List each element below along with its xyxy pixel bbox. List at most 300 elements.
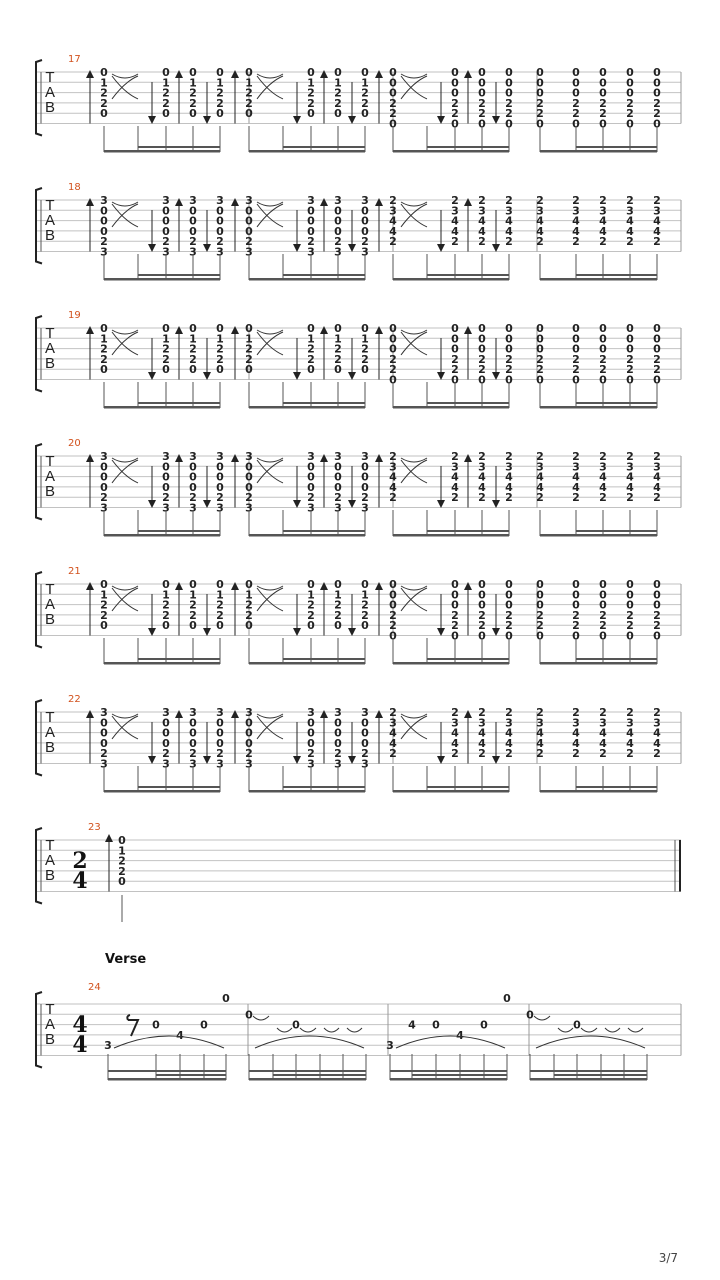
fret-number: 0 <box>245 322 253 335</box>
fret-number: 0 <box>599 322 607 335</box>
fret-number: 2 <box>100 491 108 505</box>
fret-number: 0 <box>626 342 634 356</box>
fret-number: 2 <box>389 491 397 505</box>
fret-number: 4 <box>176 1028 184 1042</box>
fret-number: 3 <box>451 204 459 218</box>
fret-number: 0 <box>451 117 459 131</box>
fret-number: 2 <box>478 450 486 463</box>
fret-number: 0 <box>216 480 224 494</box>
fret-number: 3 <box>162 757 170 771</box>
fret-number: 0 <box>505 342 513 356</box>
strum-up-arrow-icon <box>175 70 183 78</box>
fret-number: 4 <box>389 726 397 740</box>
fret-number: 4 <box>599 470 607 484</box>
fret-number: 0 <box>245 619 253 633</box>
fret-number: 0 <box>451 76 459 90</box>
fret-number: 2 <box>361 86 369 100</box>
fret-number: 4 <box>653 224 661 238</box>
fret-number: 0 <box>505 322 513 335</box>
tab-clef-letter: B <box>44 1031 56 1048</box>
slur-arc <box>255 1036 364 1048</box>
fret-number: 2 <box>162 491 170 505</box>
tab-clef-letter: A <box>44 724 56 741</box>
fret-number: 0 <box>361 363 369 377</box>
strum-up-arrow-icon <box>175 198 183 206</box>
tie-slur-mark <box>401 76 427 99</box>
fret-number: 2 <box>451 352 459 366</box>
tie-arc <box>581 1028 597 1032</box>
strum-down-arrow-icon <box>348 116 356 124</box>
fret-number: 4 <box>389 224 397 238</box>
fret-number: 0 <box>626 66 634 79</box>
beam <box>104 662 220 665</box>
fret-number: 0 <box>505 373 513 387</box>
fret-number: 4 <box>478 470 486 484</box>
fret-number: 0 <box>361 107 369 121</box>
fret-number: 1 <box>100 588 108 602</box>
fret-number: 2 <box>189 491 197 505</box>
fret-number: 2 <box>536 619 544 633</box>
tie-slur-mark <box>112 588 138 611</box>
fret-number: 0 <box>334 363 342 377</box>
fret-number: 0 <box>245 1008 253 1022</box>
beam-secondary <box>427 146 509 148</box>
fret-number: 2 <box>189 86 197 100</box>
fret-number: 2 <box>162 235 170 249</box>
fret-number: 0 <box>216 726 224 740</box>
fret-number: 4 <box>451 736 459 750</box>
fret-number: 3 <box>653 460 661 474</box>
beam-secondary <box>283 658 365 660</box>
fret-number: 3 <box>361 757 369 771</box>
fret-number: 0 <box>536 373 544 387</box>
beam-secondary <box>427 402 509 404</box>
fret-number: 0 <box>162 460 170 474</box>
fret-number: 2 <box>572 450 580 463</box>
tab-clef-letter: B <box>44 483 56 500</box>
fret-number: 4 <box>572 224 580 238</box>
fret-number: 2 <box>162 342 170 356</box>
fret-number: 0 <box>361 66 369 79</box>
fret-number: 0 <box>653 588 661 602</box>
strum-up-arrow-icon <box>375 70 383 78</box>
fret-number: 4 <box>653 470 661 484</box>
fret-number: 0 <box>536 76 544 90</box>
fret-number: 2 <box>216 352 224 366</box>
fret-number: 3 <box>100 194 108 207</box>
fret-number: 3 <box>626 204 634 218</box>
strum-down-arrow-icon <box>293 756 301 764</box>
beam <box>393 662 509 665</box>
strum-down-arrow-icon <box>293 372 301 380</box>
strum-up-arrow-icon <box>375 710 383 718</box>
fret-number: 2 <box>361 491 369 505</box>
tab-clef-letter: B <box>44 867 56 884</box>
fret-number: 0 <box>162 322 170 335</box>
tab-clef-letter: B <box>44 611 56 628</box>
fret-number: 2 <box>626 235 634 249</box>
fret-number: 0 <box>334 480 342 494</box>
tab-clef-letter: B <box>44 99 56 116</box>
fret-number: 0 <box>100 470 108 484</box>
fret-number: 0 <box>451 588 459 602</box>
fret-number: 3 <box>451 460 459 474</box>
fret-number: 4 <box>599 214 607 228</box>
fret-number: 2 <box>216 235 224 249</box>
beam <box>249 278 365 281</box>
fret-number: 3 <box>334 501 342 515</box>
fret-number: 2 <box>361 352 369 366</box>
tab-clef-letter: A <box>44 468 56 485</box>
fret-number: 0 <box>361 736 369 750</box>
section-label: Verse <box>105 952 147 967</box>
beam <box>104 150 220 153</box>
fret-number: 2 <box>245 342 253 356</box>
fret-number: 4 <box>451 480 459 494</box>
fret-number: 4 <box>505 480 513 494</box>
beam-secondary <box>138 658 220 660</box>
beam-secondary <box>138 146 220 148</box>
fret-number: 0 <box>653 342 661 356</box>
fret-number: 3 <box>245 501 253 515</box>
tab-clef-letter: T <box>45 453 55 470</box>
strum-up-arrow-icon <box>320 454 328 462</box>
strum-down-arrow-icon <box>492 372 500 380</box>
fret-number: 1 <box>245 76 253 90</box>
fret-number: 2 <box>653 619 661 633</box>
fret-number: 0 <box>245 726 253 740</box>
beam <box>393 278 509 281</box>
beam-secondary <box>156 1074 226 1076</box>
fret-number: 3 <box>307 450 315 463</box>
fret-number: 2 <box>536 235 544 249</box>
fret-number: 0 <box>222 992 230 1005</box>
beam <box>540 278 657 281</box>
fret-number: 0 <box>389 598 397 612</box>
fret-number: 3 <box>162 245 170 259</box>
fret-number: 0 <box>478 322 486 335</box>
measure-number: 20 <box>68 438 81 449</box>
fret-number: 0 <box>389 86 397 100</box>
fret-number: 0 <box>100 363 108 377</box>
fret-number: 4 <box>626 470 634 484</box>
fret-number: 3 <box>162 194 170 207</box>
strum-up-arrow-icon <box>86 710 94 718</box>
strum-down-arrow-icon <box>148 500 156 508</box>
fret-number: 2 <box>162 747 170 761</box>
fret-number: 2 <box>334 608 342 622</box>
fret-number: 2 <box>162 86 170 100</box>
fret-number: 0 <box>307 470 315 484</box>
fret-number: 2 <box>245 86 253 100</box>
strum-up-arrow-icon <box>175 582 183 590</box>
tie-slur-mark <box>112 460 138 483</box>
beam-secondary <box>138 274 220 276</box>
fret-number: 4 <box>505 214 513 228</box>
fret-number: 0 <box>389 588 397 602</box>
strum-up-arrow-icon <box>375 326 383 334</box>
fret-number: 2 <box>307 235 315 249</box>
fret-number: 3 <box>104 1039 112 1053</box>
fret-number: 1 <box>100 76 108 90</box>
beam <box>393 790 509 793</box>
fret-number: 4 <box>572 470 580 484</box>
fret-number: 0 <box>118 834 126 847</box>
fret-number: 0 <box>478 332 486 346</box>
tie-slur-mark <box>401 716 427 739</box>
fret-number: 3 <box>334 245 342 259</box>
fret-number: 0 <box>162 578 170 591</box>
fret-number: 2 <box>216 342 224 356</box>
fret-number: 2 <box>245 352 253 366</box>
fret-number: 0 <box>505 332 513 346</box>
fret-number: 0 <box>626 629 634 643</box>
fret-number: 3 <box>216 194 224 207</box>
strum-up-arrow-icon <box>464 70 472 78</box>
fret-number: 2 <box>653 235 661 249</box>
fret-number: 2 <box>536 491 544 505</box>
fret-number: 0 <box>653 86 661 100</box>
fret-number: 3 <box>505 460 513 474</box>
fret-number: 0 <box>599 332 607 346</box>
strum-down-arrow-icon <box>203 116 211 124</box>
fret-number: 2 <box>572 363 580 377</box>
fret-number: 4 <box>626 480 634 494</box>
fret-number: 3 <box>653 204 661 218</box>
fret-number: 1 <box>334 76 342 90</box>
fret-number: 0 <box>216 66 224 79</box>
fret-number: 2 <box>536 107 544 121</box>
fret-number: 0 <box>361 204 369 218</box>
tie-slur-mark <box>257 588 283 611</box>
beam <box>104 406 220 409</box>
fret-number: 0 <box>361 716 369 730</box>
beam-secondary <box>576 146 657 148</box>
beam-secondary <box>554 1074 647 1076</box>
fret-number: 0 <box>245 107 253 121</box>
fret-number: 0 <box>100 224 108 238</box>
strum-up-arrow-icon <box>231 198 239 206</box>
strum-down-arrow-icon <box>348 756 356 764</box>
fret-number: 0 <box>361 460 369 474</box>
fret-number: 2 <box>245 96 253 110</box>
fret-number: 0 <box>216 224 224 238</box>
fret-number: 0 <box>536 322 544 335</box>
fret-number: 2 <box>361 96 369 110</box>
fret-number: 2 <box>100 96 108 110</box>
strum-up-arrow-icon <box>464 710 472 718</box>
strum-down-arrow-icon <box>437 372 445 380</box>
fret-number: 1 <box>245 588 253 602</box>
fret-number: 2 <box>653 194 661 207</box>
tie-arc <box>253 1016 269 1020</box>
fret-number: 0 <box>245 66 253 79</box>
page-number: 3/7 <box>658 1251 678 1265</box>
tie-arc <box>558 1028 573 1032</box>
fret-number: 1 <box>162 332 170 346</box>
fret-number: 2 <box>451 491 459 505</box>
fret-number: 3 <box>189 194 197 207</box>
tab-clef-letter: B <box>44 227 56 244</box>
fret-number: 0 <box>307 66 315 79</box>
fret-number: 3 <box>189 501 197 515</box>
strum-up-arrow-icon <box>231 454 239 462</box>
strum-down-arrow-icon <box>203 372 211 380</box>
fret-number: 2 <box>626 450 634 463</box>
fret-number: 0 <box>572 342 580 356</box>
fret-number: 2 <box>478 363 486 377</box>
fret-number: 2 <box>626 107 634 121</box>
fret-number: 4 <box>536 480 544 494</box>
beam <box>540 150 657 153</box>
fret-number: 0 <box>216 736 224 750</box>
fret-number: 2 <box>626 608 634 622</box>
strum-down-arrow-icon <box>437 244 445 252</box>
tie-slur-mark <box>257 716 283 739</box>
fret-number: 2 <box>653 450 661 463</box>
fret-number: 2 <box>118 854 126 868</box>
fret-number: 0 <box>536 598 544 612</box>
beam <box>530 1078 647 1081</box>
fret-number: 1 <box>361 76 369 90</box>
fret-number: 0 <box>389 117 397 131</box>
fret-number: 2 <box>505 450 513 463</box>
fret-number: 3 <box>216 450 224 463</box>
fret-number: 0 <box>334 224 342 238</box>
beam-secondary <box>273 1074 366 1076</box>
fret-number: 2 <box>653 107 661 121</box>
fret-number: 2 <box>536 450 544 463</box>
fret-number: 3 <box>626 716 634 730</box>
tie-arc <box>277 1028 292 1032</box>
fret-number: 0 <box>478 342 486 356</box>
fret-number: 2 <box>626 747 634 761</box>
fret-number: 0 <box>389 373 397 387</box>
fret-number: 0 <box>361 224 369 238</box>
fret-number: 2 <box>100 747 108 761</box>
fret-number: 0 <box>572 373 580 387</box>
fret-number: 0 <box>307 578 315 591</box>
fret-number: 0 <box>361 480 369 494</box>
fret-number: 0 <box>478 588 486 602</box>
fret-number: 1 <box>307 76 315 90</box>
fret-number: 0 <box>100 204 108 218</box>
fret-number: 0 <box>216 204 224 218</box>
fret-number: 2 <box>245 491 253 505</box>
tie-arc <box>324 1028 339 1032</box>
fret-number: 2 <box>216 86 224 100</box>
fret-number: 2 <box>118 864 126 878</box>
beam-secondary <box>576 786 657 788</box>
fret-number: 0 <box>307 214 315 228</box>
fret-number: 0 <box>478 66 486 79</box>
fret-number: 3 <box>307 757 315 771</box>
fret-number: 0 <box>626 598 634 612</box>
strum-down-arrow-icon <box>293 500 301 508</box>
strum-down-arrow-icon <box>203 500 211 508</box>
fret-number: 2 <box>536 363 544 377</box>
fret-number: 0 <box>572 629 580 643</box>
strum-down-arrow-icon <box>492 244 500 252</box>
fret-number: 0 <box>307 363 315 377</box>
fret-number: 2 <box>653 491 661 505</box>
fret-number: 2 <box>216 747 224 761</box>
fret-number: 0 <box>162 619 170 633</box>
fret-number: 0 <box>334 726 342 740</box>
time-signature-bottom: 4 <box>72 868 88 894</box>
fret-number: 1 <box>189 588 197 602</box>
fret-number: 2 <box>599 706 607 719</box>
beam-secondary <box>138 530 220 532</box>
fret-number: 4 <box>451 214 459 228</box>
strum-down-arrow-icon <box>348 372 356 380</box>
fret-number: 0 <box>100 736 108 750</box>
sixteenth-rest-icon <box>127 1015 138 1036</box>
fret-number: 3 <box>245 450 253 463</box>
fret-number: 2 <box>162 96 170 110</box>
fret-number: 2 <box>505 747 513 761</box>
fret-number: 2 <box>653 96 661 110</box>
fret-number: 0 <box>361 470 369 484</box>
fret-number: 2 <box>599 619 607 633</box>
fret-number: 2 <box>307 747 315 761</box>
fret-number: 2 <box>536 608 544 622</box>
beam-tertiary <box>530 1070 647 1072</box>
strum-up-arrow-icon <box>320 198 328 206</box>
fret-number: 2 <box>599 235 607 249</box>
fret-number: 0 <box>626 76 634 90</box>
beam-secondary <box>283 402 365 404</box>
fret-number: 0 <box>162 204 170 218</box>
fret-number: 0 <box>572 66 580 79</box>
strum-down-arrow-icon <box>293 628 301 636</box>
tie-arc <box>605 1028 620 1032</box>
beam <box>393 406 509 409</box>
fret-number: 2 <box>245 235 253 249</box>
fret-number: 0 <box>599 598 607 612</box>
fret-number: 0 <box>189 736 197 750</box>
fret-number: 0 <box>216 716 224 730</box>
beam <box>249 406 365 409</box>
time-signature-top: 2 <box>72 848 88 874</box>
fret-number: 2 <box>334 342 342 356</box>
fret-number: 0 <box>389 578 397 591</box>
strum-down-arrow-icon <box>148 116 156 124</box>
fret-number: 2 <box>478 96 486 110</box>
fret-number: 2 <box>478 352 486 366</box>
fret-number: 2 <box>626 194 634 207</box>
fret-number: 4 <box>478 736 486 750</box>
fret-number: 0 <box>478 117 486 131</box>
fret-number: 3 <box>100 245 108 259</box>
fret-number: 4 <box>389 470 397 484</box>
fret-number: 0 <box>334 107 342 121</box>
strum-up-arrow-icon <box>375 582 383 590</box>
fret-number: 0 <box>626 373 634 387</box>
fret-number: 0 <box>451 578 459 591</box>
tie-slur-mark <box>257 204 283 227</box>
fret-number: 3 <box>572 460 580 474</box>
fret-number: 0 <box>536 86 544 100</box>
fret-number: 3 <box>307 501 315 515</box>
fret-number: 0 <box>216 322 224 335</box>
fret-number: 0 <box>162 214 170 228</box>
fret-number: 2 <box>572 706 580 719</box>
fret-number: 3 <box>189 450 197 463</box>
fret-number: 0 <box>505 76 513 90</box>
fret-number: 3 <box>307 245 315 259</box>
fret-number: 0 <box>189 214 197 228</box>
